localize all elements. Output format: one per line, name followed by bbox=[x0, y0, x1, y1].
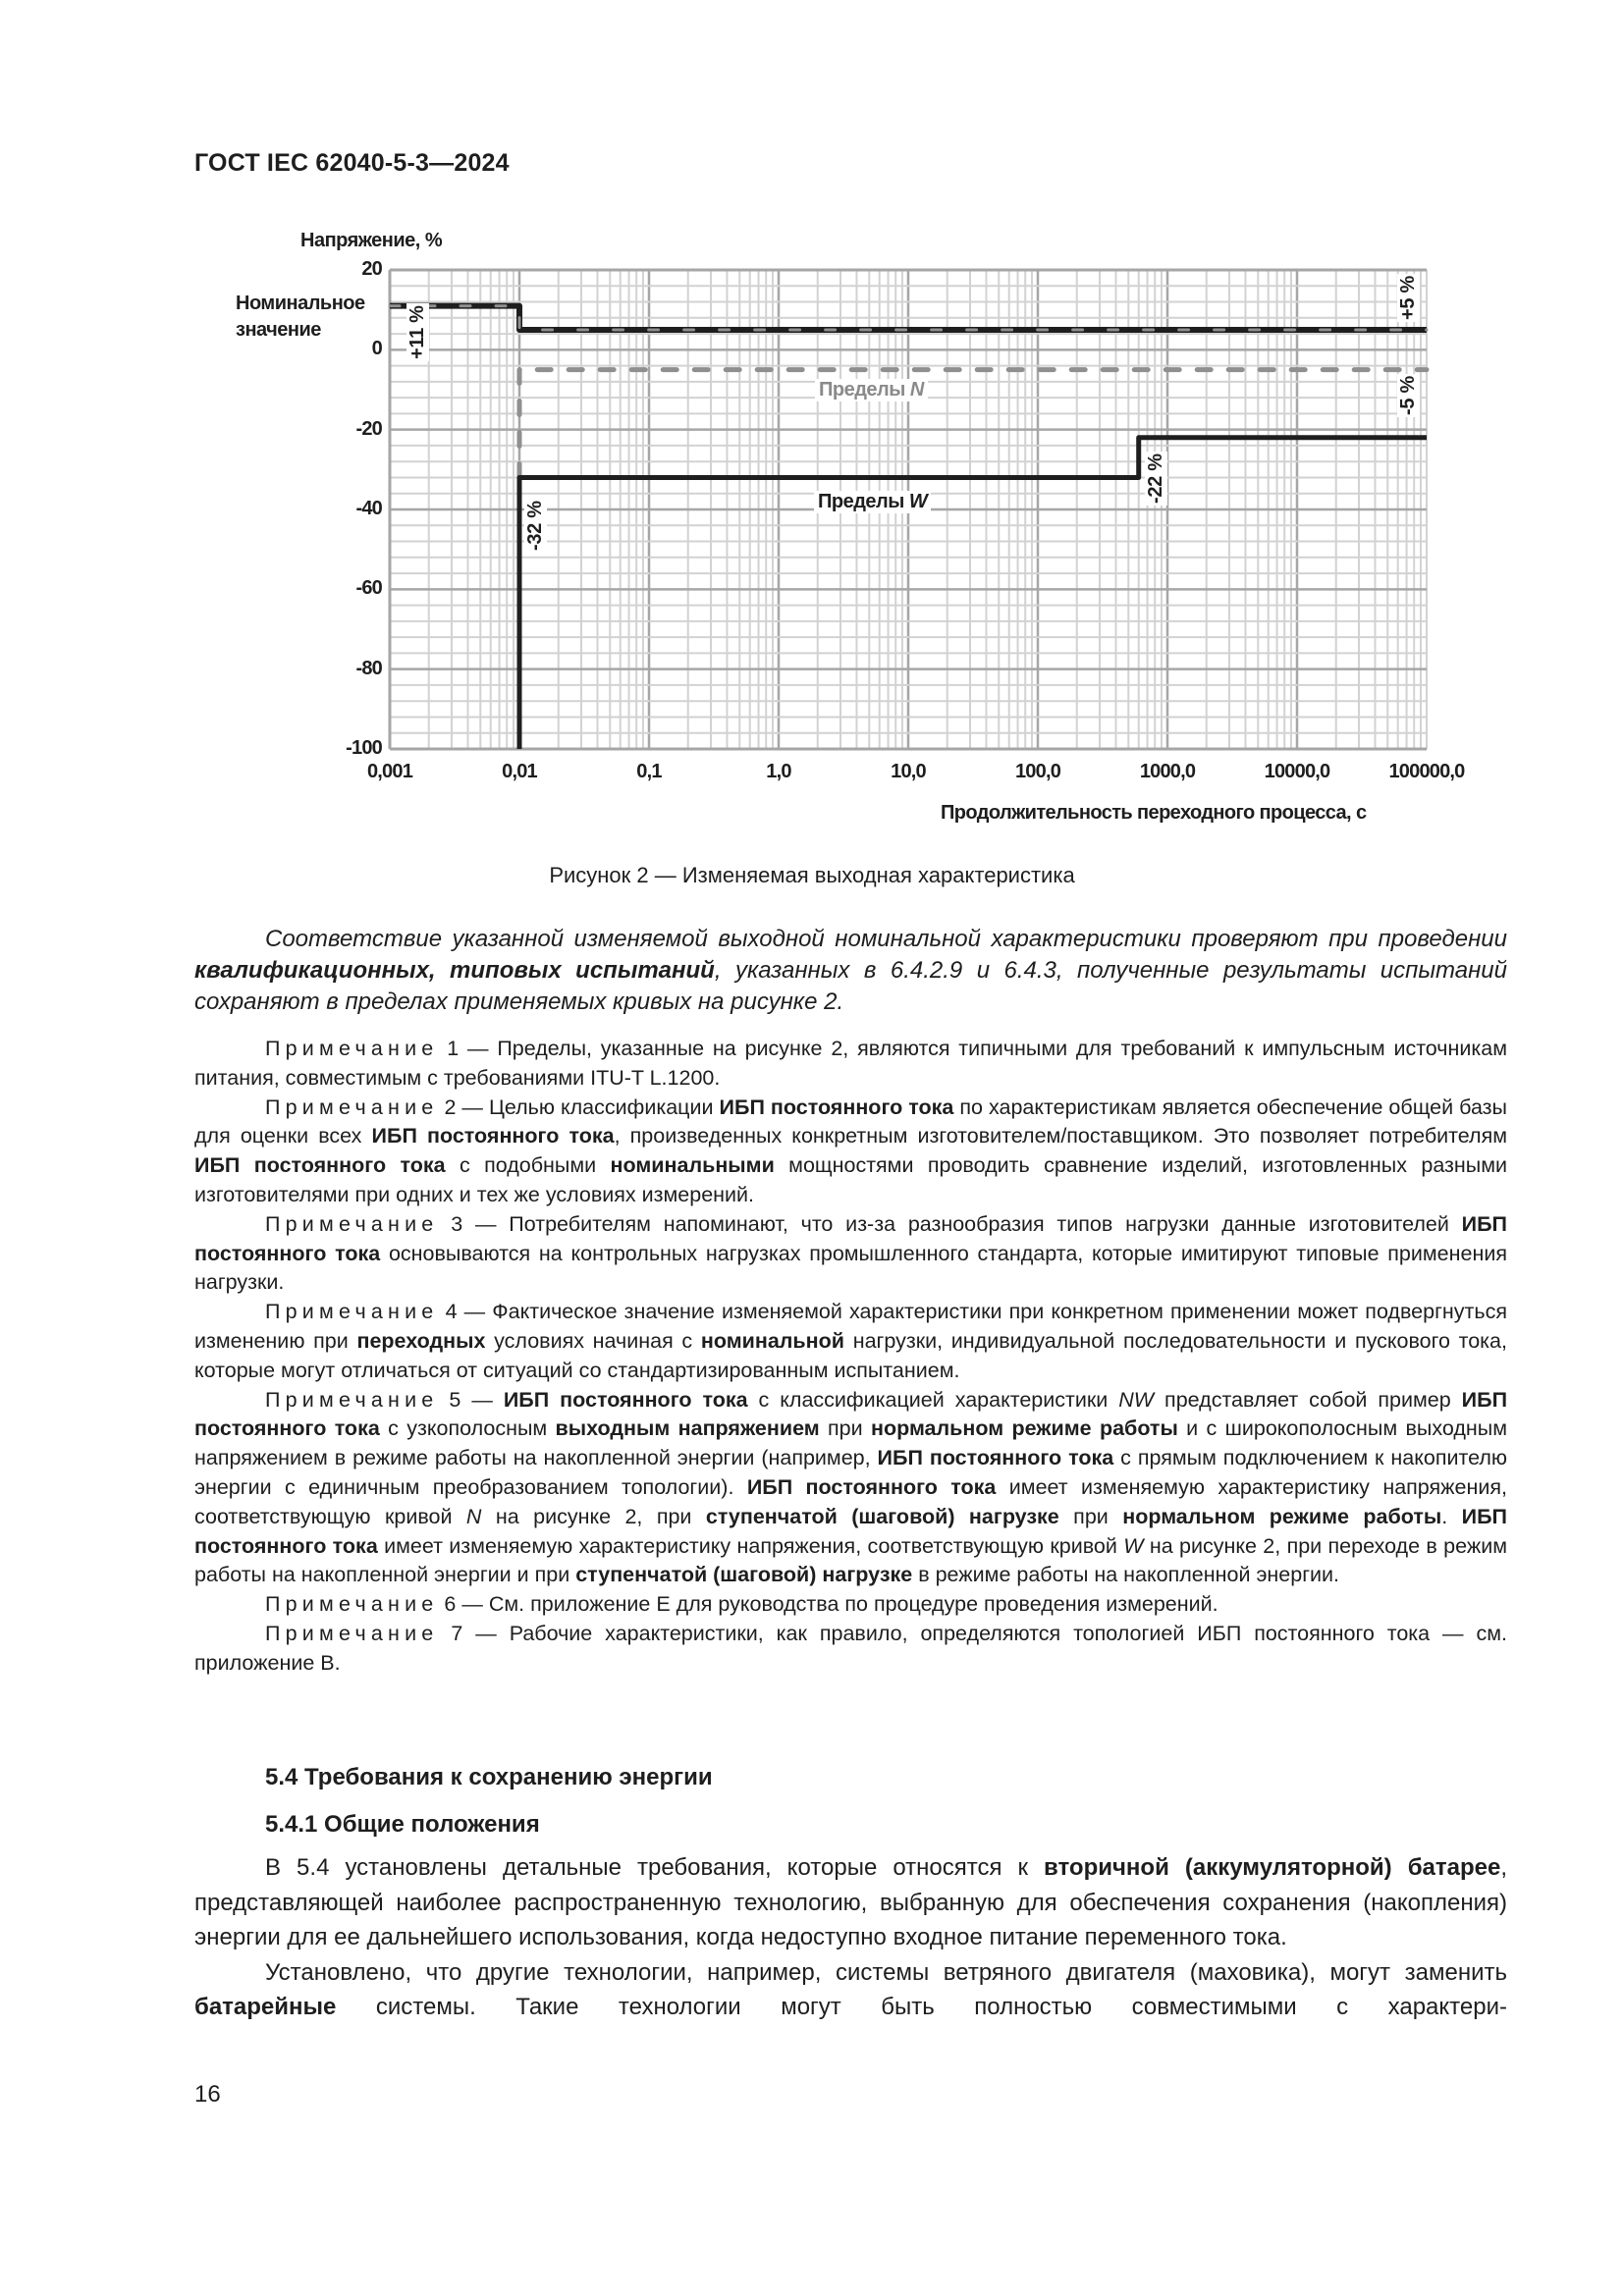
y-tick-label: 0 bbox=[371, 338, 382, 360]
nominal-label-line2: значение bbox=[236, 319, 321, 341]
curve-label-W: Пределы W bbox=[814, 491, 931, 513]
note-label: Примечание bbox=[265, 1095, 439, 1119]
x-tick-label: 0,1 bbox=[636, 761, 662, 782]
percent-annotation: -22 % bbox=[1145, 453, 1167, 504]
figure-chart bbox=[0, 0, 1624, 864]
x-tick-label: 10,0 bbox=[891, 761, 926, 782]
percent-annotation: +5 % bbox=[1396, 275, 1419, 320]
y-tick-label: -40 bbox=[355, 498, 382, 519]
x-tick-label: 100,0 bbox=[1014, 761, 1061, 782]
document-header: ГОСТ IEC 62040-5-3—2024 bbox=[194, 149, 510, 177]
percent-annotation: +11 % bbox=[406, 305, 428, 360]
note-label: Примечание bbox=[265, 1592, 439, 1617]
note-5: Примечание 5 — ИБП постоянного тока с классификацией характеристики NW представляет собой пример ИБП постоянного тока с узкополосным выходным напряжением при нормальном режиме работы и с широкополосным выходным напряжением в режиме работы на накопленной энергии (например, ИБП постоянного тока с прямым подключением к накопителю энергии с единичным преобразованием топологии). ИБП постоянного тока имеет изменяемую характеристику напряжения, соответствующую кривой N на рисунке 2, при ступенчатой (шаговой) нагрузке при нормальном режиме работы. ИБП постоянного тока имеет изменяемую характеристику напряжения, соответствующую кривой W на рисунке 2, при переходе в режим работы на накопленной энергии и при ступенчатой (шаговой) нагрузке в режиме работы на накопленной энергии. bbox=[194, 1387, 1508, 1587]
note-label: Примечание bbox=[265, 1387, 439, 1412]
compliance-paragraph: Соответствие указанной изменяемой выходной номинальной характеристики проверяют при проведении квалификационных, типовых испытаний, указанных в 6.4.2.9 и 6.4.3, полученные результаты испытаний сохраняют в пределах применяемых кривых на рисунке 2. bbox=[194, 926, 1507, 1015]
body-paragraph: Установлено, что другие технологии, например, системы ветряного двигателя (маховика), могут заменить батарейные системы. Такие технологии могут быть полностью совместимыми с характери- bbox=[194, 1958, 1507, 2020]
note-3: Примечание 3 — Потребителям напоминают, что из-за разнообразия типов нагрузки данные изготовителей ИБП постоянного тока основываются на контрольных нагрузках промышленного стандарта, которые имитируют типовые применения нагрузки. bbox=[194, 1211, 1507, 1295]
note-7: Примечание 7 — Рабочие характеристики, как правило, определяются топологией ИБП постоянного тока — см. приложение B. bbox=[194, 1621, 1507, 1675]
y-tick-label: 20 bbox=[361, 258, 382, 280]
x-tick-label: 10000,0 bbox=[1264, 761, 1330, 782]
curve-label-N: Пределы N bbox=[815, 379, 928, 401]
note-6: Примечание 6 — См. приложение E для руководства по процедуре проведения измерений. bbox=[265, 1592, 1218, 1617]
notes-block bbox=[194, 1035, 1507, 1679]
body-paragraph: В 5.4 установлены детальные требования, которые относятся к вторичной (аккумуляторной) батарее, представляющей наиболее распространенную технологию, выбранную для обеспечения сохранения (накопления) энергии для ее дальнейшего использования, когда недоступно входное питание переменного тока. bbox=[194, 1854, 1507, 1950]
note-1: Примечание 1 — Пределы, указанные на рисунке 2, являются типичными для требований к импульсным источникам питания, совместимым с требованиями ITU-T L.1200. bbox=[194, 1037, 1507, 1090]
note-label: Примечание bbox=[265, 1300, 439, 1324]
y-tick-label: -20 bbox=[355, 417, 382, 440]
y-tick-label: -60 bbox=[355, 577, 382, 600]
x-tick-label: 1000,0 bbox=[1139, 761, 1196, 782]
note-2: Примечание 2 — Целью классификации ИБП постоянного тока по характеристикам является обеспечение общей базы для оценки всех ИБП постоянного тока, произведенных конкретным изготовителем/поставщиком. Это позволяет потребителям ИБП постоянного тока с подобными номинальными мощностями проводить сравнение изделий, изготовленных разными изготовителями при одних и тех же условиях измерений. bbox=[194, 1095, 1508, 1206]
x-tick-label: 1,0 bbox=[766, 761, 791, 782]
subsection-heading: 5.4.1 Общие положения bbox=[265, 1811, 540, 1838]
chart-plot bbox=[0, 0, 1624, 864]
x-tick-label: 100000,0 bbox=[1388, 761, 1465, 782]
nominal-label-line1: Номинальное bbox=[236, 293, 365, 314]
page-number: 16 bbox=[194, 2081, 221, 2108]
percent-annotation: -5 % bbox=[1396, 376, 1419, 416]
figure-caption: Рисунок 2 — Изменяемая выходная характеристика bbox=[549, 863, 1075, 887]
section-body bbox=[194, 1850, 1507, 2025]
x-axis-title: Продолжительность переходного процесса, с bbox=[941, 802, 1367, 824]
y-tick-label: -80 bbox=[355, 657, 382, 679]
note-label: Примечание bbox=[265, 1621, 439, 1645]
note-label: Примечание bbox=[265, 1211, 439, 1236]
percent-annotation: -32 % bbox=[524, 501, 547, 552]
section-heading: 5.4 Требования к сохранению энергии bbox=[265, 1764, 713, 1790]
y-axis-title: Напряжение, % bbox=[300, 230, 443, 251]
note-label: Примечание bbox=[265, 1037, 439, 1060]
note-4: Примечание 4 — Фактическое значение изменяемой характеристики при конкретном применении может подвергнуться изменению при переходных условиях начиная с номинальной нагрузки, индивидуальной последовательности и пускового тока, которые могут отличаться от ситуаций со стандартизированным испытанием. bbox=[194, 1300, 1507, 1382]
x-tick-label: 0,01 bbox=[502, 761, 537, 782]
y-tick-label: -100 bbox=[346, 737, 382, 759]
x-tick-label: 0,001 bbox=[366, 761, 413, 782]
